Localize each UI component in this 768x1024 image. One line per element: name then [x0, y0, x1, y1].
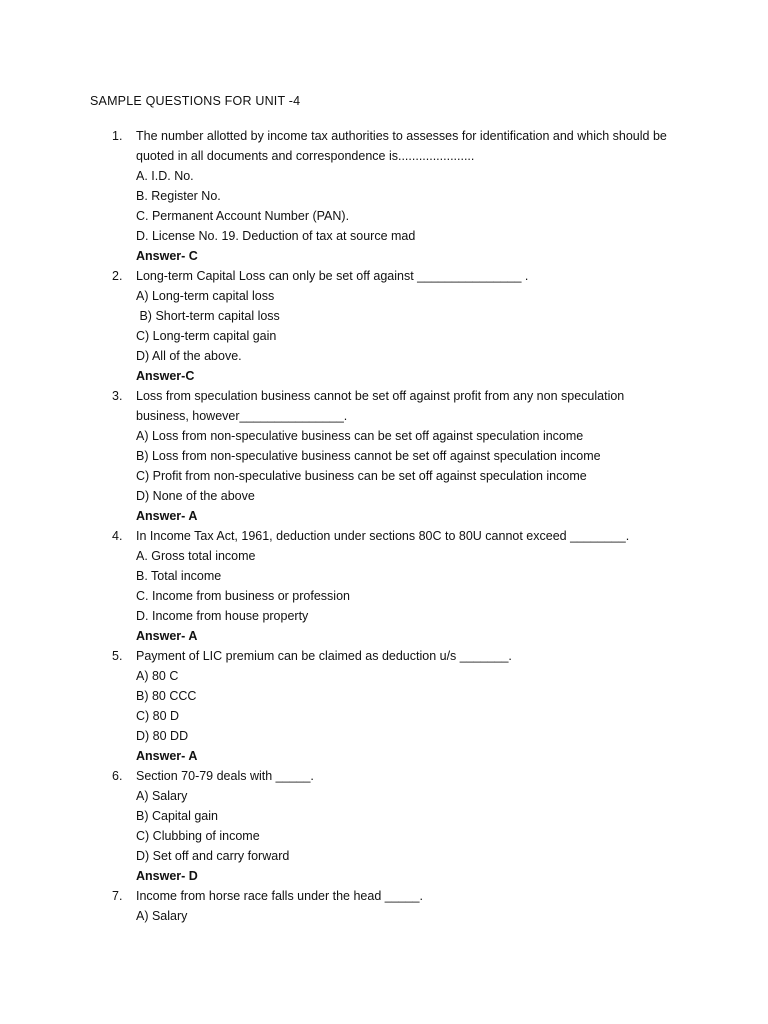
question-text: Payment of LIC premium can be claimed as deduction u/s _______. [136, 649, 512, 663]
question-line: B. Total income [136, 569, 222, 583]
question-number: 6. [112, 769, 123, 783]
question-line: C. Income from business or profession [136, 589, 350, 603]
question-item [90, 126, 700, 266]
question-line: C) 80 D [136, 709, 180, 723]
question-line: D. License No. 19. Deduction of tax at source mad [136, 229, 416, 243]
question-number: 1. [112, 129, 123, 143]
answer-label: Answer- A [136, 509, 198, 523]
question-item [90, 766, 700, 886]
question-line: A) Salary [136, 789, 188, 803]
question-number: 7. [112, 889, 123, 903]
question-line: B) Short-term capital loss [136, 309, 280, 323]
answer-label: Answer- C [136, 249, 198, 263]
answer-label: Answer-C [136, 369, 195, 383]
question-line: A) Long-term capital loss [136, 289, 275, 303]
document-title: SAMPLE QUESTIONS FOR UNIT -4 [90, 94, 301, 108]
question-line: B. Register No. [136, 189, 221, 203]
question-item [90, 386, 700, 526]
question-line: A) Loss from non-speculative business can be set off against speculation income [136, 429, 584, 443]
question-line: D) Set off and carry forward [136, 849, 290, 863]
question-text: In Income Tax Act, 1961, deduction under sections 80C to 80U cannot exceed ________. [136, 529, 630, 543]
answer-label: Answer- A [136, 749, 198, 763]
question-line: D) 80 DD [136, 729, 189, 743]
question-item [90, 886, 700, 926]
question-line: A. I.D. No. [136, 169, 194, 183]
question-line: A) Salary [136, 909, 188, 923]
question-line: C. Permanent Account Number (PAN). [136, 209, 350, 223]
question-line: D) None of the above [136, 489, 255, 503]
question-line: C) Profit from non-speculative business can be set off against speculation income [136, 469, 587, 483]
question-number: 3. [112, 389, 123, 403]
question-line: business, however_______________. [136, 409, 348, 423]
question-text: Section 70-79 deals with _____. [136, 769, 314, 783]
question-line: B) Capital gain [136, 809, 218, 823]
question-line: D. Income from house property [136, 609, 309, 623]
question-text: Long-term Capital Loss can only be set off against _______________ . [136, 269, 529, 283]
question-line: B) 80 CCC [136, 689, 197, 703]
question-line: A) 80 C [136, 669, 179, 683]
question-number: 4. [112, 529, 123, 543]
question-line: B) Loss from non-speculative business cannot be set off against speculation income [136, 449, 601, 463]
question-line: quoted in all documents and correspondence is...................... [136, 149, 475, 163]
question-number: 2. [112, 269, 123, 283]
answer-label: Answer- A [136, 629, 198, 643]
question-item [90, 526, 700, 646]
question-number: 5. [112, 649, 123, 663]
question-list [90, 126, 700, 926]
answer-label: Answer- D [136, 869, 198, 883]
question-text: The number allotted by income tax authorities to assesses for identification and which should be [136, 129, 667, 143]
question-item [90, 266, 700, 386]
question-item [90, 646, 700, 766]
question-line: C) Long-term capital gain [136, 329, 277, 343]
question-text: Loss from speculation business cannot be set off against profit from any non speculation [136, 389, 625, 403]
question-line: D) All of the above. [136, 349, 242, 363]
question-line: C) Clubbing of income [136, 829, 260, 843]
question-line: A. Gross total income [136, 549, 256, 563]
question-text: Income from horse race falls under the head _____. [136, 889, 423, 903]
